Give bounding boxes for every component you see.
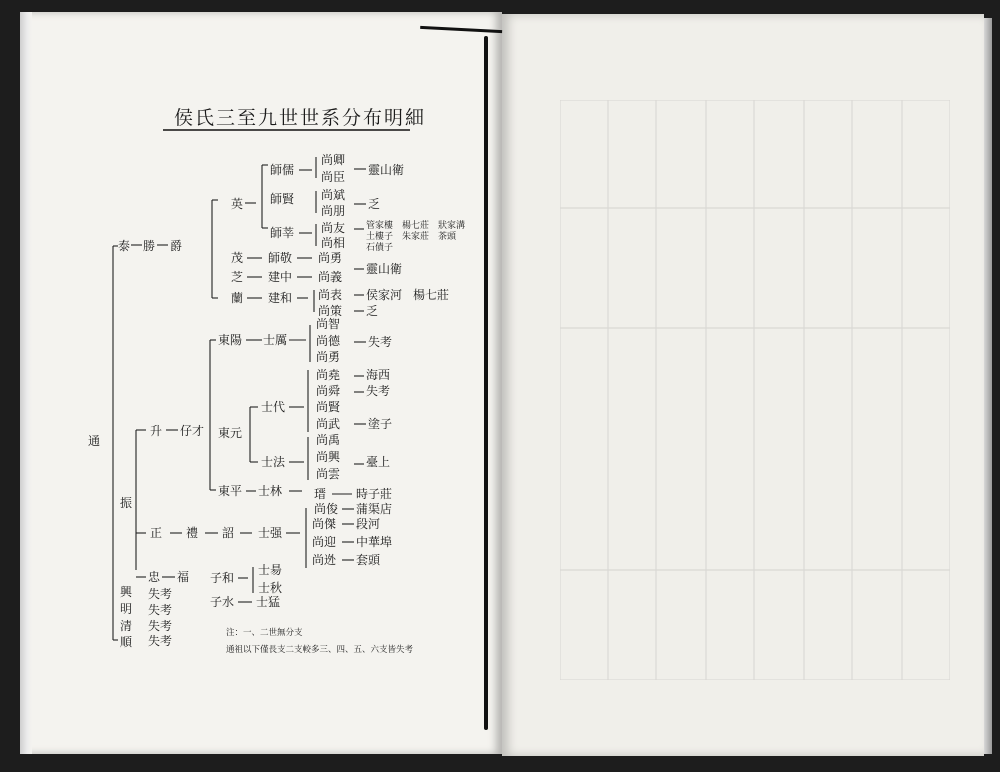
name-shangqing: 尚卿	[321, 153, 346, 167]
name-zihe: 子和	[210, 571, 235, 585]
name-shangce: 尚策	[318, 304, 343, 318]
name-shili: 士厲	[263, 333, 288, 347]
name-shangxing: 尚興	[316, 450, 341, 464]
name-shangpeng: 尚朋	[321, 204, 346, 218]
name-shangyun: 尚雲	[316, 467, 341, 481]
place-yangqizhuang: 楊七莊	[413, 288, 450, 302]
name-shangwu: 尚武	[316, 417, 341, 431]
status-fa-1: 乏	[368, 197, 381, 211]
name-zishui: 子水	[210, 595, 235, 609]
name-sheng: 勝	[143, 239, 156, 253]
name-fu: 福	[177, 570, 190, 584]
footnote-2: 通祖以下僅長支二支較多三、四、五、六支皆失考	[226, 645, 414, 655]
name-jianzhong: 建中	[268, 270, 293, 284]
status-shikao-b: 失考	[148, 603, 173, 617]
status-shikao-a: 失考	[148, 587, 173, 601]
place-zhonghuabu: 中華埠	[356, 535, 393, 549]
name-zicai: 仔才	[180, 424, 205, 438]
place-tuzi: 塗子	[368, 417, 393, 431]
status-shikao-2: 失考	[366, 384, 391, 398]
status-fa-2: 乏	[366, 304, 379, 318]
name-mao: 茂	[231, 251, 244, 265]
name-shun: 順	[120, 635, 133, 649]
place-houjiahe: 侯家河	[366, 288, 403, 302]
name-ying: 英	[231, 197, 244, 211]
name-zhong: 忠	[148, 570, 161, 584]
name-qing: 清	[120, 619, 133, 633]
status-shikao-d: 失考	[148, 634, 173, 648]
name-shiqiu: 士秋	[258, 581, 283, 595]
name-shixin: 師莘	[270, 226, 295, 240]
chart-title: 侯氏三至九世世系分布明細	[174, 107, 427, 129]
status-shikao-c: 失考	[148, 619, 173, 633]
name-shangyong: 尚勇	[318, 251, 343, 265]
name-shangshun: 尚舜	[316, 384, 341, 398]
name-shijing: 師敬	[268, 251, 293, 265]
name-shilin: 士林	[258, 484, 283, 498]
place-lingshanwei-1: 靈山衛	[368, 163, 405, 177]
place-shizizhuang: 時子莊	[356, 487, 393, 501]
name-shangjie: 尚傑	[312, 517, 337, 531]
place-haixi: 海西	[366, 368, 391, 382]
name-shangbiao: 尚表	[318, 288, 343, 302]
name-shifa: 士法	[261, 455, 286, 469]
name-shangyou: 尚友	[321, 221, 346, 235]
name-jianhe: 建和	[268, 291, 293, 305]
name-jue: 爵	[170, 239, 183, 253]
footnote-1: 注：一、二世無分支	[226, 628, 303, 638]
name-shiqiang: 士强	[258, 526, 283, 540]
name-shangzhi: 尚智	[316, 317, 341, 331]
name-zhi: 芝	[231, 270, 244, 284]
name-xing: 興	[120, 585, 133, 599]
place-lingshanwei-2: 靈山衛	[366, 262, 403, 276]
name-shangxiang: 尚相	[321, 236, 346, 250]
note-places-2: 土樓子 朱家莊 茶頭	[366, 232, 457, 242]
name-shangying: 尚迎	[312, 535, 337, 549]
name-sheng2: 升	[150, 424, 163, 438]
name-zhao: 詔	[222, 526, 235, 540]
name-shimeng: 士猛	[256, 595, 281, 609]
note-places-3: 石債子	[366, 243, 394, 253]
name-lan: 蘭	[231, 291, 244, 305]
place-duanhe: 段河	[356, 517, 381, 531]
name-shidai: 士代	[261, 400, 286, 414]
name-zhen: 振	[120, 496, 133, 510]
place-taotou: 套頭	[356, 553, 381, 567]
name-shangyu: 尚禹	[316, 433, 341, 447]
name-dongping: 東平	[218, 484, 243, 498]
name-tong: 通	[88, 434, 101, 448]
name-shangtiao: 尚迯	[312, 553, 337, 567]
place-puqudian: 蒲渠店	[356, 502, 393, 516]
place-taishang: 臺上	[366, 455, 391, 469]
name-li: 禮	[186, 526, 199, 540]
name-dongyang: 東陽	[218, 333, 243, 347]
name-shiru: 師儒	[270, 163, 295, 177]
name-shangyong2: 尚勇	[316, 350, 341, 364]
note-places-1: 管家樓 楊七莊 狀家溝	[366, 221, 466, 231]
name-shiyang: 士昜	[258, 563, 283, 577]
name-shangyao: 尚堯	[316, 368, 341, 382]
name-shangchen: 尚臣	[321, 170, 346, 184]
name-tai: 泰	[118, 239, 131, 253]
name-shangbin: 尚斌	[321, 188, 346, 202]
name-shangde: 尚德	[316, 334, 341, 348]
name-zheng: 正	[150, 526, 163, 540]
name-shangyi: 尚義	[318, 270, 343, 284]
name-shixian: 師賢	[270, 192, 295, 206]
name-dongyuan: 東元	[218, 426, 243, 440]
name-shangjun: 尚俊	[314, 502, 339, 516]
name-shangxian: 尚賢	[316, 400, 341, 414]
name-jin: 瑨	[314, 487, 327, 501]
status-shikao-1: 失考	[368, 335, 393, 349]
name-ming: 明	[120, 602, 133, 616]
